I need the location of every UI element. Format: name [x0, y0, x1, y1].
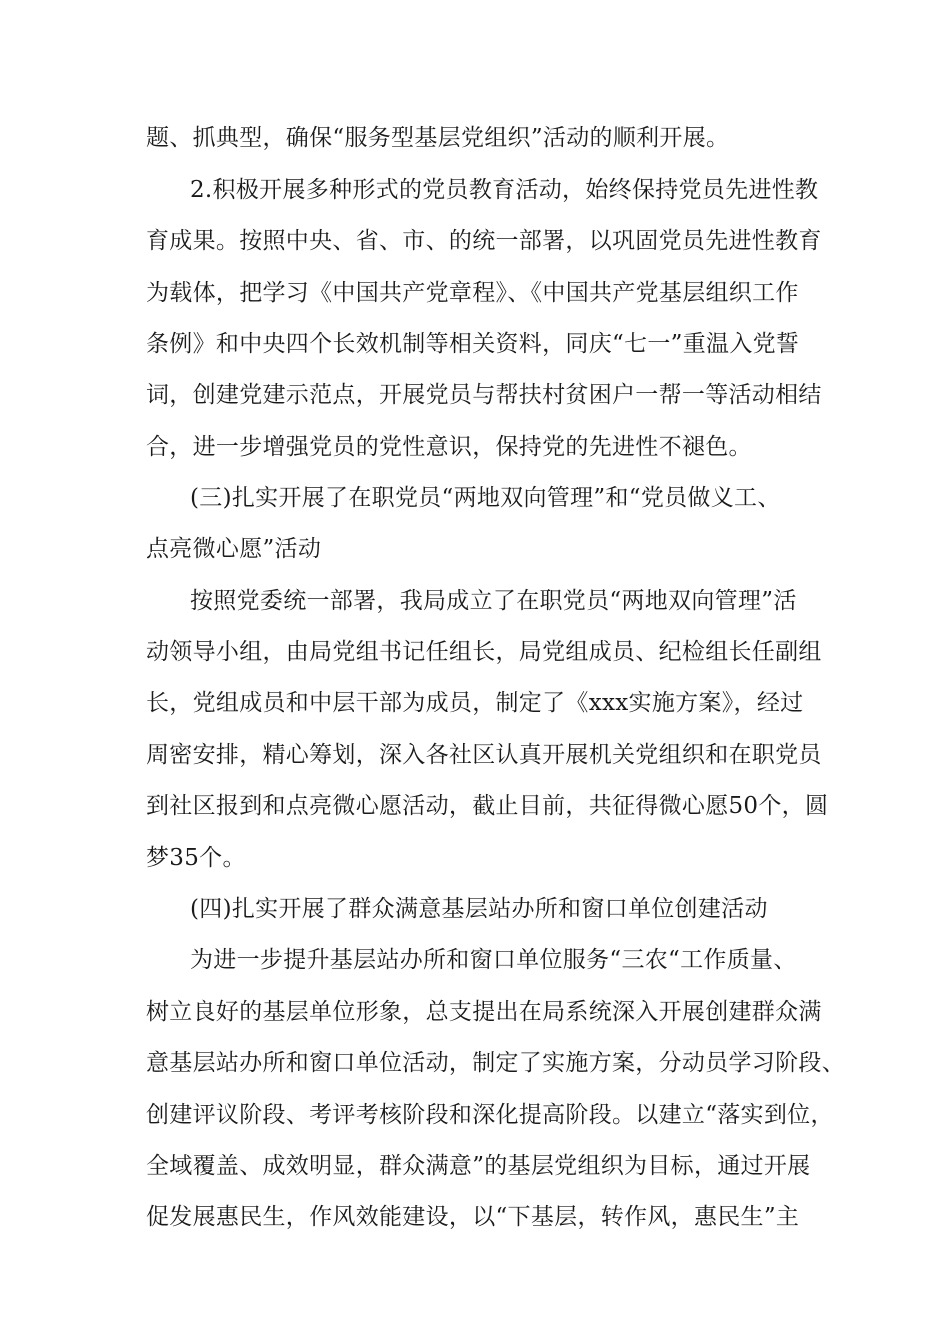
section-heading: (三)扎实开展了在职党员“两地双向管理”和“党员做义工、: [190, 485, 781, 511]
text-line: 词，创建党建示范点，开展党员与帮扶村贫困户一帮一等活动相结: [146, 382, 822, 408]
text-line: 为载体，把学习《中国共产党章程》、《中国共产党基层组织工作: [146, 280, 799, 306]
text-line: 意基层站办所和窗口单位活动，制定了实施方案，分动员学习阶段、: [146, 1050, 845, 1076]
text-line: 2.积极开展多种形式的党员教育活动，始终保持党员先进性教: [190, 177, 819, 203]
text-line: 梦35个。: [146, 845, 246, 871]
text-line: 创建评议阶段、考评考核阶段和深化提高阶段。以建立“落实到位，: [146, 1102, 834, 1128]
section-heading: 点亮微心愿”活动: [146, 536, 322, 562]
text-line: 全域覆盖、成效明显，群众满意”的基层党组织为目标，通过开展: [146, 1153, 811, 1179]
text-line: 条例》和中央四个长效机制等相关资料，同庆“七一”重温入党誓: [146, 331, 800, 357]
text-line: 到社区报到和点亮微心愿活动，截止目前，共征得微心愿50个，圆: [146, 793, 829, 819]
text-line: 树立良好的基层单位形象，总支提出在局系统深入开展创建群众满: [146, 999, 822, 1025]
text-line: 为进一步提升基层站办所和窗口单位服务“三农“工作质量、: [190, 947, 797, 973]
text-line: 合，进一步增强党员的党性意识，保持党的先进性不褪色。: [146, 434, 752, 460]
text-line: 题、抓典型，确保“服务型基层党组织”活动的顺利开展。: [146, 125, 730, 151]
text-line: 促发展惠民生，作风效能建设，以“下基层，转作风，惠民生”主: [146, 1204, 800, 1230]
text-line: 动领导小组，由局党组书记任组长，局党组成员、纪检组长任副组: [146, 639, 822, 665]
text-line: 按照党委统一部署，我局成立了在职党员“两地双向管理”活: [190, 588, 797, 614]
text-line: 周密安排，精心筹划，深入各社区认真开展机关党组织和在职党员: [146, 742, 822, 768]
text-line: 育成果。按照中央、省、市、的统一部署，以巩固党员先进性教育: [146, 228, 822, 254]
section-heading: (四)扎实开展了群众满意基层站办所和窗口单位创建活动: [190, 896, 768, 922]
text-line: 长，党组成员和中层干部为成员，制定了《xxx实施方案》，经过: [146, 690, 804, 716]
